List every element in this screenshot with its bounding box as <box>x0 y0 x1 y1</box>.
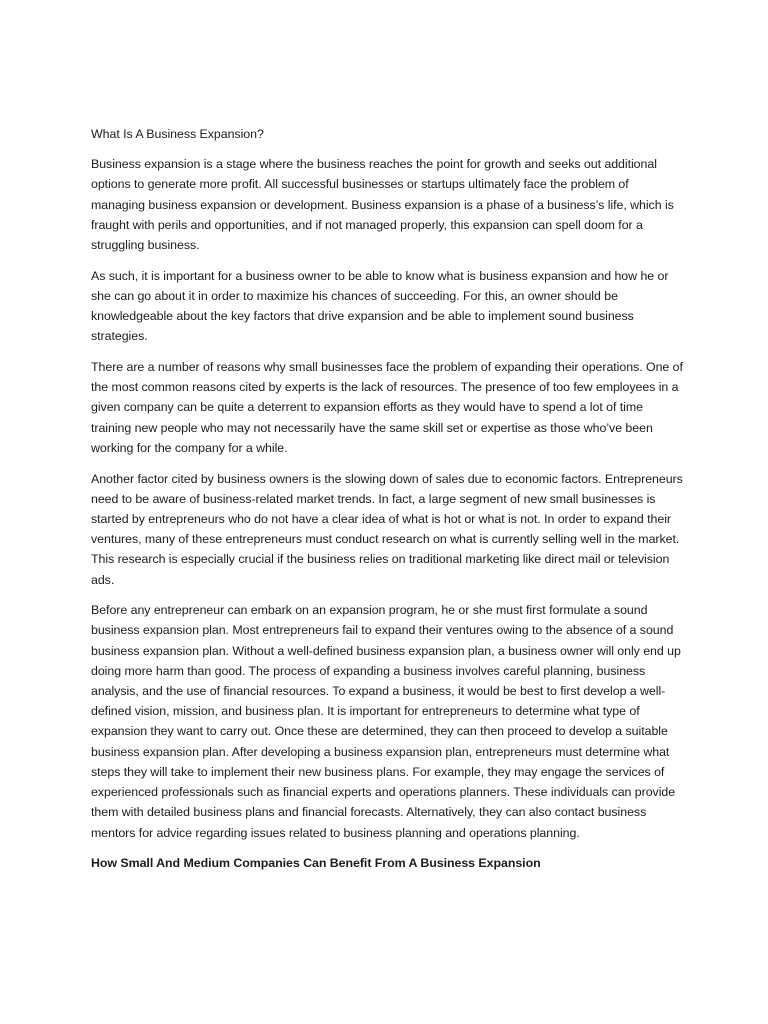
paragraph-5: Before any entrepreneur can embark on an expansion program, he or she must first formulate a sound business expansion plan. Most entrepreneurs fail to expand their ventures owing to the absence of a sound business expansion plan. Without a well-defined business expansion plan, a business owner will only end up doing more harm than good. The process of expanding a business involves careful planning, business analysis, and the use of financial resources. To expand a business, it would be best to first develop a well-defined vision, mission, and business plan. It is important for entrepreneurs to determine what type of expansion they want to carry out. Once these are determined, they can then proceed to develop a suitable business expansion plan. After developing a business expansion plan, entrepreneurs must determine what steps they will take to implement their new business plans. For example, they may engage the services of experienced professionals such as financial experts and operations planners. These individuals can provide them with detailed business plans and financial forecasts. Alternatively, they can also contact business mentors for advice regarding issues related to business planning and operations planning. <box>91 603 681 840</box>
paragraph-1: Business expansion is a stage where the business reaches the point for growth and seeks out additional options to generate more profit. All successful businesses or startups ultimately face the problem of managing business expansion or development. Business expansion is a phase of a business’s life, which is fraught with perils and opportunities, and if not managed properly, this expansion can spell doom for a struggling business. <box>91 157 674 253</box>
section-subheading: How Small And Medium Companies Can Benefit From A Business Expansion <box>91 856 541 871</box>
document-title: What Is A Business Expansion? <box>91 127 264 141</box>
paragraph-4: Another factor cited by business owners is the slowing down of sales due to economic factors. Entrepreneurs need to be aware of business-related market trends. In fact, a large segment of new small businesses is started by entrepreneurs who do not have a clear idea of what is hot or what is not. In order to expand their ventures, many of these entrepreneurs must conduct research on what is currently selling well in the market. This research is especially crucial if the business relies on traditional marketing like direct mail or television ads. <box>91 471 683 587</box>
paragraph-3: There are a number of reasons why small businesses face the problem of expanding their operations. One of the most common reasons cited by experts is the lack of resources. The presence of too few employees in a given company can be quite a deterrent to expansion efforts as they would have to spend a lot of time training new people who may not necessarily have the same skill set or expertise as those who’ve been working for the company for a while. <box>91 360 683 455</box>
document-body <box>91 124 683 873</box>
paragraph-2: As such, it is important for a business owner to be able to know what is business expansion and how he or she can go about it in order to maximize his chances of succeeding. For this, an owner should be knowledgeable about the key factors that drive expansion and be able to implement sound business strategies. <box>91 268 669 344</box>
